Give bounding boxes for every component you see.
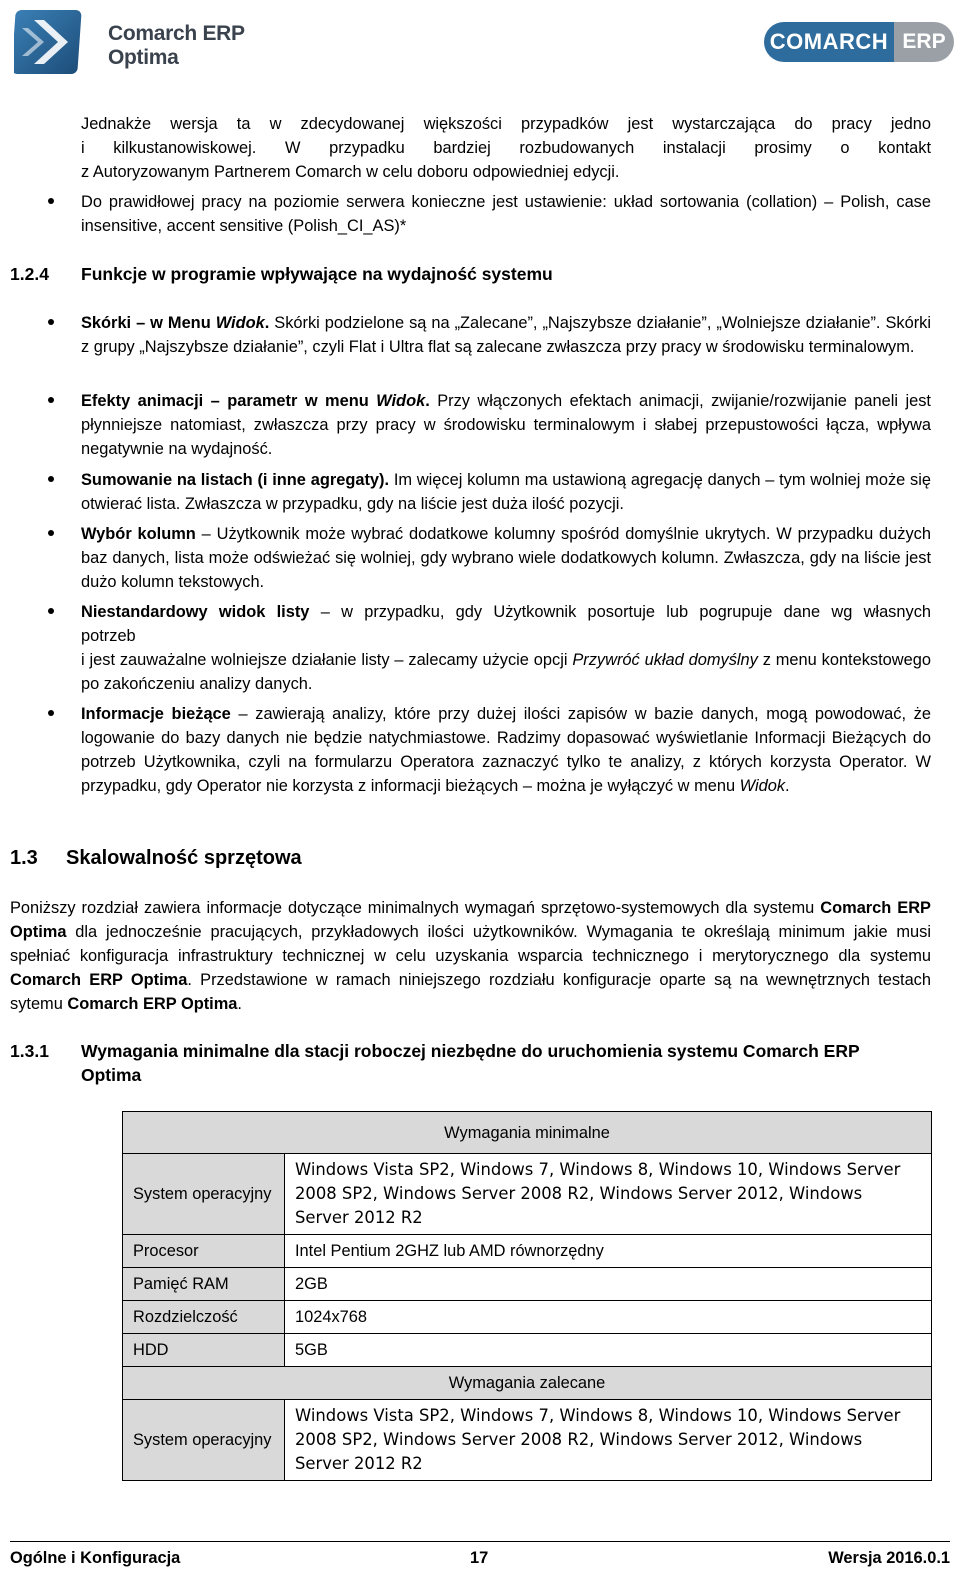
table-row	[123, 1400, 932, 1481]
bullet-dot	[48, 710, 54, 716]
paragraph-text: .	[237, 995, 242, 1013]
table-cell-value: Windows Vista SP2, Windows 7, Windows 8, Windows 10, Windows Server 2008 SP2, Windows Server 2008 R2, Windows Server 2012, Windows Server 2012 R2	[285, 1400, 932, 1481]
section-number: 1.3	[10, 847, 38, 869]
table-row	[123, 1235, 932, 1268]
section-title-line1: Wymagania minimalne dla stacji roboczej niezbędne do uruchomienia systemu Comarch ERP	[81, 1041, 860, 1061]
list-item-body: – zawierają analizy, które przy dużej ilości zapisów w bazie danych, mogą powodować, że logowanie do bazy danych nie będzie natychmiastowe. Radzimy dopasować wyświetlanie Informacji Bieżących do potrzeb Użytkownika, czyli na formularzu Operatora zaznaczyć tylko te analizy, z których korzysta Operator. W przypadku, gdy Operator nie korzysta z informacji bieżących – można je wyłączyć w menu	[81, 705, 931, 795]
paragraph-text: . Przedstawione w ramach niniejszego rozdziału konfiguracje oparte są na wewnętrznych testach sytemu	[10, 971, 931, 1013]
list-item-sumowanie	[81, 468, 931, 516]
table-header-recommended: Wymagania zalecane	[123, 1367, 932, 1400]
requirements-table-body	[123, 1112, 932, 1481]
footer-chapter: Ogólne i Konfiguracja	[10, 1549, 181, 1567]
bullet-dot	[48, 397, 54, 403]
list-item-widok-listy-rest	[81, 648, 931, 696]
menu-name: Widok	[215, 314, 265, 332]
list-item-animacje	[81, 389, 931, 461]
table-cell-value: Windows Vista SP2, Windows 7, Windows 8, Windows 10, Windows Server 2008 SP2, Windows Server 2008 R2, Windows Server 2012, Windows Server 2012 R2	[285, 1154, 932, 1235]
page-footer	[10, 1541, 950, 1571]
table-row	[123, 1154, 932, 1235]
list-item-lead: Wybór kolumn	[81, 525, 196, 543]
list-item-body: Skórki podzielone są na „Zalecane”, „Najszybsze działanie”, „Wolniejsze działanie”. Skórki z grupy „Najszybsze działanie”, czyli Flat i Ultra flat są zalecane zwłaszcza przy pracy w środowisku terminalowym.	[81, 314, 932, 356]
bullet-dot	[48, 198, 54, 204]
bullet-dot	[48, 476, 54, 482]
intro-paragraph-line3: z Autoryzowanym Partnerem Comarch w celu doboru odpowiedniej edycji.	[81, 163, 620, 181]
table-row	[123, 1301, 932, 1334]
logo-text-line1: Comarch ERP	[108, 22, 245, 45]
table-cell-value: Intel Pentium 2GHZ lub AMD równorzędny	[285, 1235, 932, 1268]
table-row	[123, 1367, 932, 1400]
table-header-minimal: Wymagania minimalne	[123, 1112, 932, 1154]
table-row	[123, 1268, 932, 1301]
bullet-dot	[48, 319, 54, 325]
comarch-erp-logo	[764, 22, 954, 64]
footer-version: Wersja 2016.0.1	[828, 1549, 950, 1567]
table-cell-value: 5GB	[285, 1334, 932, 1367]
comarch-erp-optima-logo	[14, 6, 254, 80]
bullet-dot	[48, 530, 54, 536]
erp-logo-text: ERP	[894, 22, 954, 62]
section-title: Funkcje w programie wpływające na wydajność systemu	[81, 264, 553, 284]
section-number: 1.2.4	[10, 264, 49, 284]
requirements-table	[122, 1111, 932, 1481]
paragraph-text: dla jednocześnie pracujących, przykładowych ilości użytkowników. Wymagania te określają minimum jakie musi spełniać konfiguracja infrastruktury technicznej w celu uzyskania wsparcia technicznego i merytorycznego dla systemu	[10, 923, 931, 965]
section-title	[81, 1039, 931, 1087]
table-cell-label: HDD	[123, 1334, 285, 1367]
intro-paragraph-line1: Jednakże wersja ta w zdecydowanej większości przypadków jest wystarczająca do pracy jedno	[81, 115, 931, 133]
table-row	[123, 1334, 932, 1367]
section-number: 1.3.1	[10, 1041, 49, 1061]
table-cell-label: Procesor	[123, 1235, 285, 1268]
menu-name: Widok	[739, 777, 786, 795]
product-name: Comarch ERP Optima	[10, 899, 931, 941]
list-item-widok-listy-line2: potrzeb	[81, 627, 136, 645]
list-item-widok-listy	[81, 600, 931, 624]
list-item-wybor-kolumn	[81, 522, 931, 594]
list-item-body-end: .	[785, 777, 790, 795]
list-item-lead: Niestandardowy widok listy	[81, 603, 310, 621]
product-name: Comarch ERP Optima	[67, 995, 238, 1013]
list-item-informacje-biezace	[81, 702, 931, 798]
bullet-dot	[48, 608, 54, 614]
table-cell-value: 2GB	[285, 1268, 932, 1301]
menu-name: Widok	[376, 392, 426, 410]
section-title-line2: Optima	[81, 1065, 142, 1085]
list-item-body: Przy włączonych efektach animacji, zwijanie/rozwijanie paneli jest płynniejsze natomiast, zwłaszcza przy pracy w środowisku terminalowym i słabej przepustowości łącza, wpływa negatywnie na wydajność.	[81, 392, 931, 458]
list-item-body: – Użytkownik może wybrać dodatkowe kolumny spośród domyślnie ukrytych. W przypadku dużych baz danych, lista może odświeżać się wolniej, gdy wybrano wiele dodatkowych kolumn. Zwłaszcza, gdy na liście jest dużo kolumn tekstowych.	[81, 525, 931, 591]
product-name: Comarch ERP Optima	[10, 971, 188, 989]
paragraph-text: Poniższy rozdział zawiera informacje dotyczące minimalnych wymagań sprzętowo-systemowych dla systemu	[10, 899, 821, 917]
list-item-lead: Sumowanie na listach (i inne agregaty).	[81, 471, 390, 489]
table-cell-label: System operacyjny	[123, 1400, 285, 1481]
option-name: Przywróć układ domyślny	[572, 651, 758, 669]
table-cell-label: Rozdzielczość	[123, 1301, 285, 1334]
list-item-body: – w przypadku, gdy Użytkownik posortuje lub pogrupuje dane wg własnych	[309, 603, 931, 621]
intro-paragraph-line2: i kilkustanowiskowej. W przypadku bardziej rozbudowanych instalacji prosimy o kontakt	[81, 139, 931, 157]
list-item-lead: Informacje bieżące	[81, 705, 231, 723]
table-row	[123, 1112, 932, 1154]
list-item-body-end: z menu kontekstowego po zakończeniu analizy danych.	[81, 651, 931, 693]
list-item-skorki	[81, 311, 931, 359]
optima-logo-icon	[14, 6, 86, 78]
comarch-logo-text: COMARCH	[764, 22, 894, 62]
collation-bullet: Do prawidłowej pracy na poziomie serwera konieczne jest ustawienie: układ sortowania (collation) – Polish, case insensitive, accent sensitive (Polish_CI_AS)*	[81, 193, 931, 235]
list-item-lead-end: .	[264, 314, 270, 332]
logo-text-line2: Optima	[108, 46, 179, 69]
list-item-lead: Efekty animacji – parametr w menu	[81, 392, 377, 410]
table-cell-label: System operacyjny	[123, 1154, 285, 1235]
table-cell-value: 1024x768	[285, 1301, 932, 1334]
page-header	[0, 0, 960, 90]
section-title: Skalowalność sprzętowa	[66, 847, 302, 869]
list-item-lead-end: .	[425, 392, 430, 410]
list-item-lead: Skórki – w Menu	[81, 314, 216, 332]
list-item-body: Im więcej kolumn ma ustawioną agregację danych – tym wolniej może się otwierać lista. Zwłaszcza w przypadku, gdy na liście jest duża ilość pozycji.	[81, 471, 931, 513]
list-item-body: i jest zauważalne wolniejsze działanie listy – zalecamy użycie opcji	[81, 651, 573, 669]
section-paragraph	[10, 896, 931, 1016]
footer-page-number: 17	[470, 1549, 489, 1567]
table-cell-label: Pamięć RAM	[123, 1268, 285, 1301]
